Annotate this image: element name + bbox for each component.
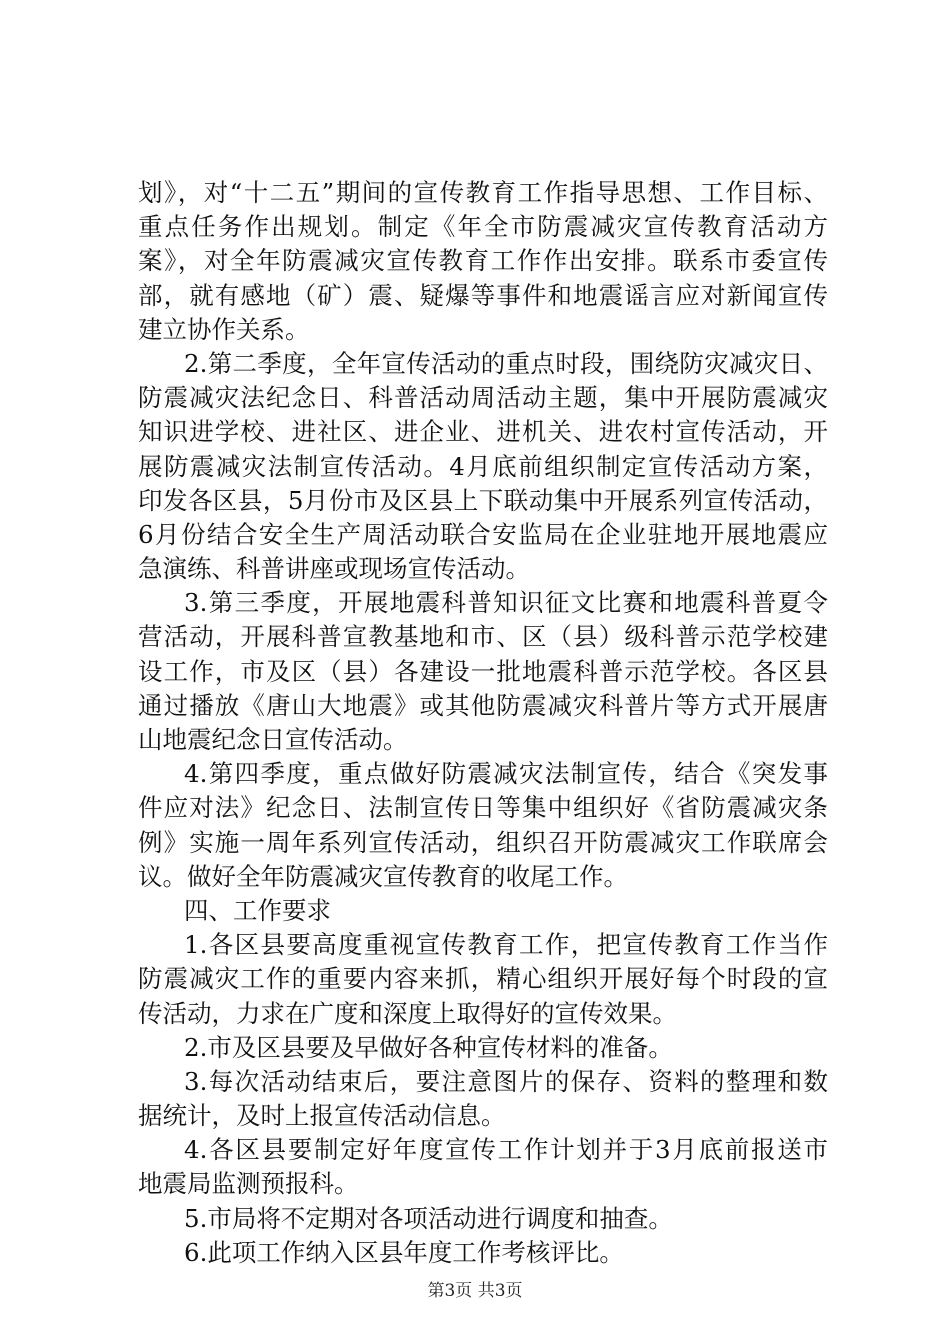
- text-line: 山地震纪念日宣传活动。: [138, 725, 408, 754]
- text-line: 设工作，市及区（县）各建设一批地震科普示范学校。各区县: [138, 656, 828, 686]
- text-line: 4.各区县要制定好年度宣传工作计划并于3月底前报送市: [184, 1135, 828, 1165]
- text-line: 1.各区县要高度重视宣传教育工作，把宣传教育工作当作: [184, 930, 828, 960]
- text-line: 防震减灾法纪念日、科普活动周活动主题，集中开展防震减灾: [138, 383, 828, 413]
- text-line: 6月份结合安全生产周活动联合安监局在企业驻地开展地震应: [138, 519, 828, 549]
- document-body: [138, 176, 828, 1270]
- text-line: 3.每次活动结束后，要注意图片的保存、资料的整理和数: [184, 1066, 828, 1096]
- text-line: 2.市及区县要及早做好各种宣传材料的准备。: [184, 1032, 673, 1062]
- text-line: 营活动，开展科普宣教基地和市、区（县）级科普示范学校建: [138, 622, 828, 652]
- text-line: 地震局监测预报科。: [138, 1169, 359, 1199]
- text-line: 传活动，力求在广度和深度上取得好的宣传效果。: [138, 998, 677, 1028]
- text-line: 重点任务作出规划。制定《年全市防震减灾宣传教育活动方: [138, 212, 828, 242]
- text-line: 5.市局将不定期对各项活动进行调度和抽查。: [184, 1203, 673, 1233]
- text-line: 展防震减灾法制宣传活动。4月底前组织制定宣传活动方案，: [138, 451, 828, 481]
- text-line: 划》，对“十二五”期间的宣传教育工作指导思想、工作目标、: [138, 178, 828, 207]
- text-line: 防震减灾工作的重要内容来抓，精心组织开展好每个时段的宣: [138, 964, 828, 994]
- text-line: 案》，对全年防震减灾宣传教育工作作出安排。联系市委宣传: [138, 246, 828, 276]
- text-line: 4.第四季度，重点做好防震减灾法制宣传，结合《突发事: [184, 759, 828, 789]
- text-line: 知识进学校、进社区、进企业、进机关、进农村宣传活动，开: [138, 417, 828, 447]
- text-line: 6.此项工作纳入区县年度工作考核评比。: [184, 1237, 624, 1267]
- text-line: 部，就有感地（矿）震、疑爆等事件和地震谣言应对新闻宣传: [138, 280, 828, 310]
- text-line: 四、工作要求: [184, 895, 331, 925]
- text-line: 件应对法》纪念日、法制宣传日等集中组织好《省防震减灾条: [138, 793, 828, 823]
- text-line: 2.第二季度，全年宣传活动的重点时段，围绕防灾减灾日、: [184, 348, 828, 378]
- text-line: 3.第三季度，开展地震科普知识征文比赛和地震科普夏令: [184, 588, 828, 618]
- text-line: 例》实施一周年系列宣传活动，组织召开防震减灾工作联席会: [138, 827, 828, 857]
- text-line: 议。做好全年防震减灾宣传教育的收尾工作。: [138, 861, 628, 891]
- text-line: 通过播放《唐山大地震》或其他防震减灾科普片等方式开展唐: [138, 690, 828, 720]
- text-line: 据统计，及时上报宣传活动信息。: [138, 1101, 506, 1131]
- text-line: 建立协作关系。: [138, 314, 310, 344]
- page-footer: 第3页 共3页: [427, 1281, 523, 1301]
- text-line: 急演练、科普讲座或现场宣传活动。: [138, 554, 530, 584]
- text-line: 印发各区县，5月份市及区县上下联动集中开展系列宣传活动，: [138, 485, 828, 515]
